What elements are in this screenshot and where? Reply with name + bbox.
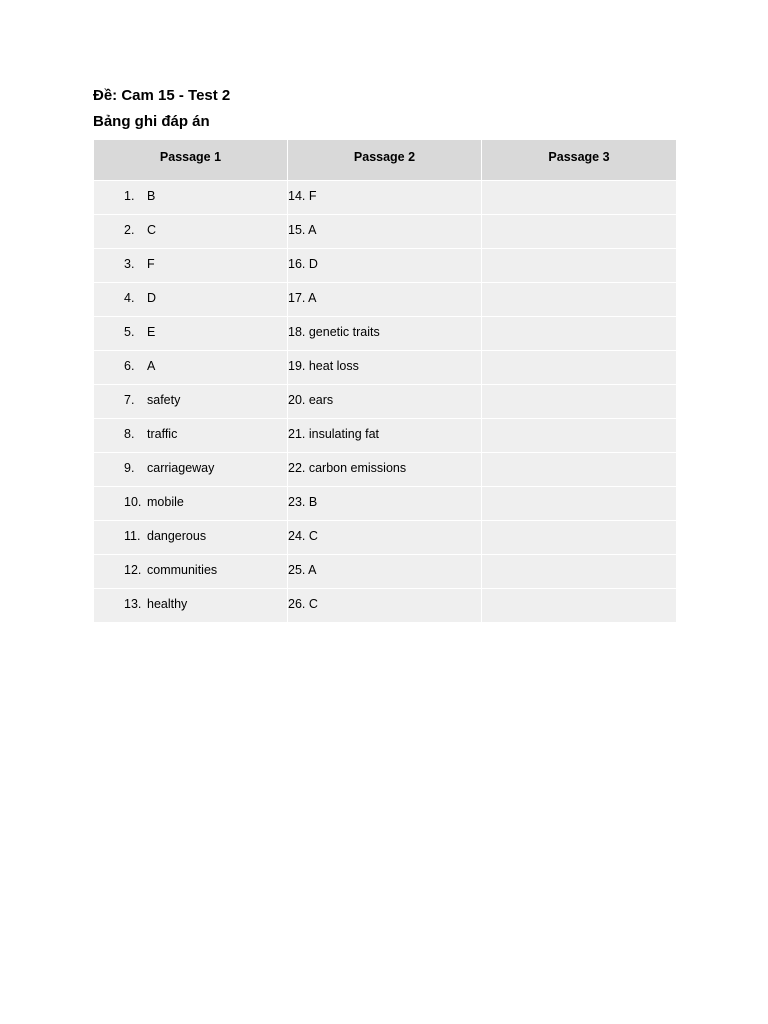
table-row — [94, 283, 677, 317]
answer-text: D — [147, 291, 157, 305]
answer-text: C — [147, 223, 157, 237]
answer-text: A — [147, 359, 156, 373]
passage-3-cell — [482, 351, 677, 385]
passage-3-cell — [482, 215, 677, 249]
passage-1-cell — [94, 181, 288, 215]
answer-text: E — [147, 325, 156, 339]
question-number: 7. — [124, 393, 135, 407]
passage-2-cell: 18. genetic traits — [288, 317, 482, 351]
passage-3-cell — [482, 249, 677, 283]
table-row — [94, 555, 677, 589]
question-number: 3. — [124, 257, 135, 271]
passage-3-cell — [482, 589, 677, 623]
question-number: 10. — [124, 495, 142, 509]
answer-text: B — [147, 189, 156, 203]
passage-1-cell — [94, 589, 288, 623]
passage-3-cell — [482, 487, 677, 521]
table-row — [94, 589, 677, 623]
passage-2-cell: 14. F — [288, 181, 482, 215]
table-row — [94, 351, 677, 385]
passage-1-cell — [94, 555, 288, 589]
table-row — [94, 419, 677, 453]
answer-text: dangerous — [147, 529, 207, 543]
question-number: 1. — [124, 189, 135, 203]
header-passage-2: Passage 2 — [288, 140, 482, 181]
header-passage-1: Passage 1 — [94, 140, 288, 181]
answer-text: healthy — [147, 597, 188, 611]
question-number: 4. — [124, 291, 135, 305]
table-row — [94, 317, 677, 351]
passage-1-cell — [94, 317, 288, 351]
question-number: 2. — [124, 223, 135, 237]
passage-3-cell — [482, 419, 677, 453]
passage-3-cell — [482, 385, 677, 419]
passage-2-cell: 26. C — [288, 589, 482, 623]
question-number: 13. — [124, 597, 142, 611]
table-row — [94, 385, 677, 419]
passage-1-cell — [94, 453, 288, 487]
passage-1-cell — [94, 283, 288, 317]
passage-3-cell — [482, 283, 677, 317]
table-row — [94, 249, 677, 283]
passage-1-cell — [94, 351, 288, 385]
question-number: 12. — [124, 563, 142, 577]
passage-2-cell: 22. carbon emissions — [288, 453, 482, 487]
passage-3-cell — [482, 521, 677, 555]
passage-2-cell: 21. insulating fat — [288, 419, 482, 453]
answer-text: carriageway — [147, 461, 215, 475]
passage-2-cell: 17. A — [288, 283, 482, 317]
passage-2-cell: 15. A — [288, 215, 482, 249]
passage-3-cell — [482, 555, 677, 589]
passage-2-cell: 23. B — [288, 487, 482, 521]
passage-3-cell — [482, 317, 677, 351]
passage-1-cell — [94, 215, 288, 249]
answer-text: mobile — [147, 495, 184, 509]
table-row — [94, 487, 677, 521]
question-number: 9. — [124, 461, 135, 475]
passage-3-cell — [482, 181, 677, 215]
passage-1-cell — [94, 487, 288, 521]
question-number: 6. — [124, 359, 135, 373]
answer-text: communities — [147, 563, 218, 577]
table-row — [94, 215, 677, 249]
table-header-row — [94, 140, 677, 181]
passage-1-cell — [94, 521, 288, 555]
passage-2-cell: 16. D — [288, 249, 482, 283]
table-row — [94, 453, 677, 487]
answer-text: F — [147, 257, 155, 271]
table-row — [94, 181, 677, 215]
question-number: 5. — [124, 325, 135, 339]
answer-table — [93, 139, 677, 623]
question-number: 8. — [124, 427, 135, 441]
passage-2-cell: 24. C — [288, 521, 482, 555]
document-title: Đề: Cam 15 - Test 2 — [93, 87, 231, 104]
header-passage-3: Passage 3 — [482, 140, 677, 181]
answer-table-body — [94, 181, 677, 623]
passage-3-cell — [482, 453, 677, 487]
passage-1-cell — [94, 385, 288, 419]
answer-text: traffic — [147, 427, 178, 441]
passage-1-cell — [94, 249, 288, 283]
passage-2-cell: 20. ears — [288, 385, 482, 419]
passage-1-cell — [94, 419, 288, 453]
answer-text: safety — [147, 393, 181, 407]
document-subtitle: Bảng ghi đáp án — [93, 113, 210, 130]
document-page — [93, 86, 676, 611]
table-row — [94, 521, 677, 555]
question-number: 11. — [124, 529, 141, 543]
passage-2-cell: 25. A — [288, 555, 482, 589]
passage-2-cell: 19. heat loss — [288, 351, 482, 385]
